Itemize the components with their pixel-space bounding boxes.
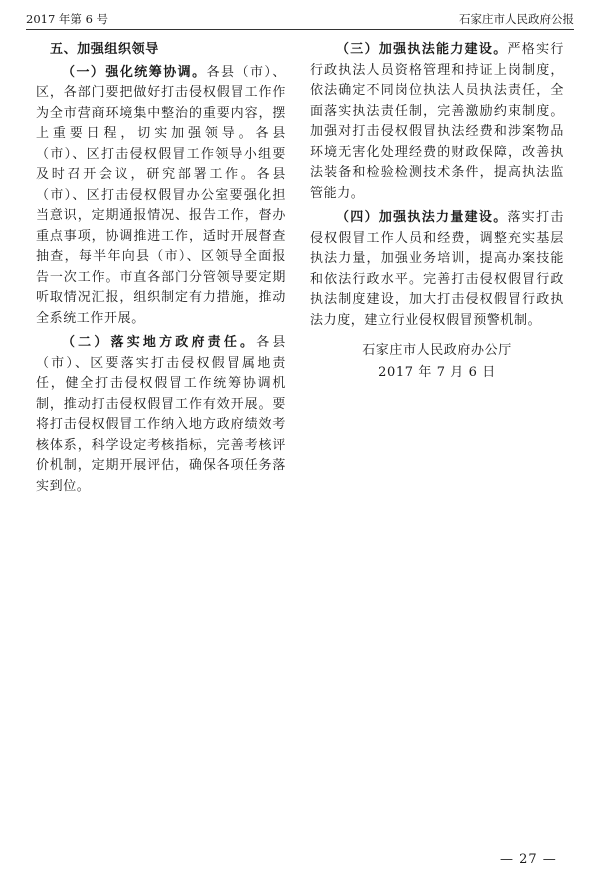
paragraph-1 [36, 63, 286, 330]
paragraph-3 [310, 40, 564, 204]
paragraph-2 [36, 333, 286, 497]
paragraph-4 [310, 208, 564, 331]
page-number: — 27 — [500, 852, 557, 867]
header-divider [26, 29, 574, 30]
left-column [36, 40, 286, 501]
paragraph-3-title: （三）加强执法能力建设。 [336, 42, 508, 57]
paragraph-4-body: 落实打击侵权假冒工作人员和经费，调整充实基层执法力量，加强业务培训，提高办案技能和依法行政水平。完善打击侵权假冒行政执法制度建设，加大打击侵权假冒行政执法力度，建立行业侵权假冒预警机制。 [310, 210, 564, 328]
paragraph-3-body: 严格实行行政执法人员资格管理和持证上岗制度，依法确定不同岗位执法人员执法责任，全面落实执法责任制，完善激励约束制度。加强对打击侵权假冒执法经费和涉案物品环境无害化处理经费的财政保障，改善执法装备和检验检测技术条件，提高执法监管能力。 [310, 42, 564, 201]
issuer-name: 石家庄市人民政府办公厅 [362, 343, 512, 358]
right-column [310, 40, 564, 335]
paragraph-4-title: （四）加强执法力量建设。 [336, 210, 508, 225]
paragraph-2-title: （二）落实地方政府责任。 [62, 335, 257, 350]
page-header [26, 10, 574, 28]
paragraph-1-body: 各县（市）、区，各部门要把做好打击侵权假冒工作作为全市营商环境集中整治的重要内容，摆上重要日程，切实加强领导。各县（市）、区打击侵权假冒工作领导小组要及时召开会议，研究部署工作。各县（市）、区打击侵权假冒办公室要强化担当意识，定期通报情况、报告工作，督办重点事项，协调推进工作，适时开展督查抽查，每半年向县（市）、区领导全面报告一次工作。市直各部门分管领导要定期听取情况汇报，组织制定有力措施，推动全系统工作开展。 [36, 64, 286, 326]
paragraph-2-body: 各县（市）、区要落实打击侵权假冒属地责任，健全打击侵权假冒工作统筹协调机制，推动打击侵权假冒工作有效开展。要将打击侵权假冒工作纳入地方政府绩效考核体系，科学设定考核指标，完善考核评价机制，定期开展评估，确保各项任务落实到位。 [36, 335, 287, 494]
signature-block [310, 340, 564, 384]
publication-title: 石家庄市人民政府公报 [459, 12, 574, 26]
section-heading: 五、加强组织领导 [50, 42, 159, 57]
issue-date: 2017 年 7 月 6 日 [378, 365, 496, 380]
issue-label: 2017 年第 6 号 [26, 12, 109, 26]
paragraph-1-title: （一）强化统筹协调。 [62, 64, 207, 80]
